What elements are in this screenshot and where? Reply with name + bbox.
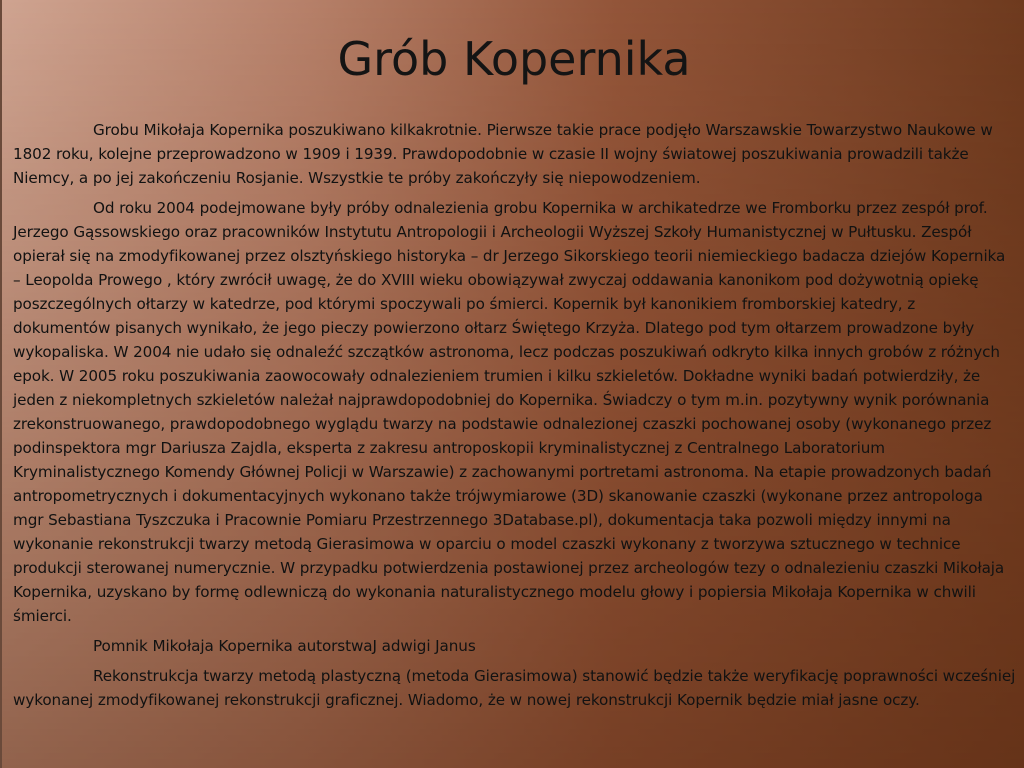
paragraph-reconstruction: Rekonstrukcja twarzy metodą plastyczną (metoda Gierasimowa) stanowić będzie także weryfikację poprawności wcześniej wykonanej zmodyfikowanej rekonstrukcji graficznej. Wiadomo, że w nowej rekonstrukcji Kopernik będzie miał jasne oczy. <box>13 667 1016 709</box>
paragraph-research: Od roku 2004 podejmowane były próby odnalezienia grobu Kopernika w archikatedrze we Fromborku przez zespół prof. Jerzego Gąssowskiego oraz pracowników Instytutu Antropologii i Archeologii Wyższej Szkoły Humanistycznej w Pułtusku. Zespół opierał się na zmodyfikowanej przez olsztyńskiego historyka – dr Jerzego Sikorskiego teorii niemieckiego badacza dziejów Kopernika – Leopolda Prowego , który zwrócił uwagę, że do XVIII wieku obowiązywał zwyczaj oddawania kanonikom pod dożywotnią opiekę poszczególnych ołtarzy w katedrze, pod którymi spoczywali po śmierci. Kopernik był kanonikiem fromborskiej katedry, z dokumentów pisanych wynikało, że jego pieczy powierzono ołtarz Świętego Krzyża. Dlatego pod tym ołtarzem prowadzone były wykopaliska. W 2004 nie udało się odnaleźć szczątków astronoma, lecz podczas poszukiwań odkryto kilka innych grobów z różnych epok. W 2005 roku poszukiwania zaowocowały odnalezieniem trumien i kilku szkieletów. Dokładne wyniki badań potwierdziły, że jeden z niekompletnych szkieletów należał najprawdopodobniej do Kopernika. Świadczy o tym m.in. pozytywny wynik porównania zrekonstruowanego, prawdopodobnego wyglądu twarzy na podstawie odnalezionej czaszki pochowanej osoby (wykonanego przez podinspektora mgr Dariusza Zajdla, eksperta z zakresu antroposkopii kryminalistycznej z Centralnego Laboratorium Kryminalistycznego Komendy Głównej Policji w Warszawie) z zachowanymi portretami astronoma. Na etapie prowadzonych badań antropometrycznych i dokumentacyjnych wykonano także trójwymiarowe (3D) skanowanie czaszki (wykonane przez antropologa mgr Sebastiana Tyszczuka i Pracownie Pomiaru Przestrzennego 3Database.pl), dokumentacja taka pozwoli między innymi na wykonanie rekonstrukcji twarzy metodą Gierasimowa w oparciu o model czaszki wykonany z tworzywa sztucznego w technice produkcji sterowanej numerycznie. W przypadku potwierdzenia postawionej przez archeologów tezy o odnalezieniu czaszki Mikołaja Kopernika, uzyskano by formę odlewniczą do wykonania naturalistycznego modelu głowy i popiersia Mikołaja Kopernika w chwili śmierci. <box>13 199 1006 625</box>
paragraph-intro: Grobu Mikołaja Kopernika poszukiwano kilkakrotnie. Pierwsze takie prace podjęło Warszawskie Towarzystwo Naukowe w 1802 roku, kolejne przeprowadzono w 1909 i 1939. Prawdopodobnie w czasie II wojny światowej poszukiwania prowadzili także Niemcy, a po jej zakończeniu Rosjanie. Wszystkie te próby zakończyły się niepowodzeniem. <box>13 121 993 187</box>
paragraph-monument: Pomnik Mikołaja Kopernika autorstwaJ adwigi Janus <box>93 637 476 655</box>
slide-body <box>13 118 1017 718</box>
slide-title: Grób Kopernika <box>337 32 691 86</box>
